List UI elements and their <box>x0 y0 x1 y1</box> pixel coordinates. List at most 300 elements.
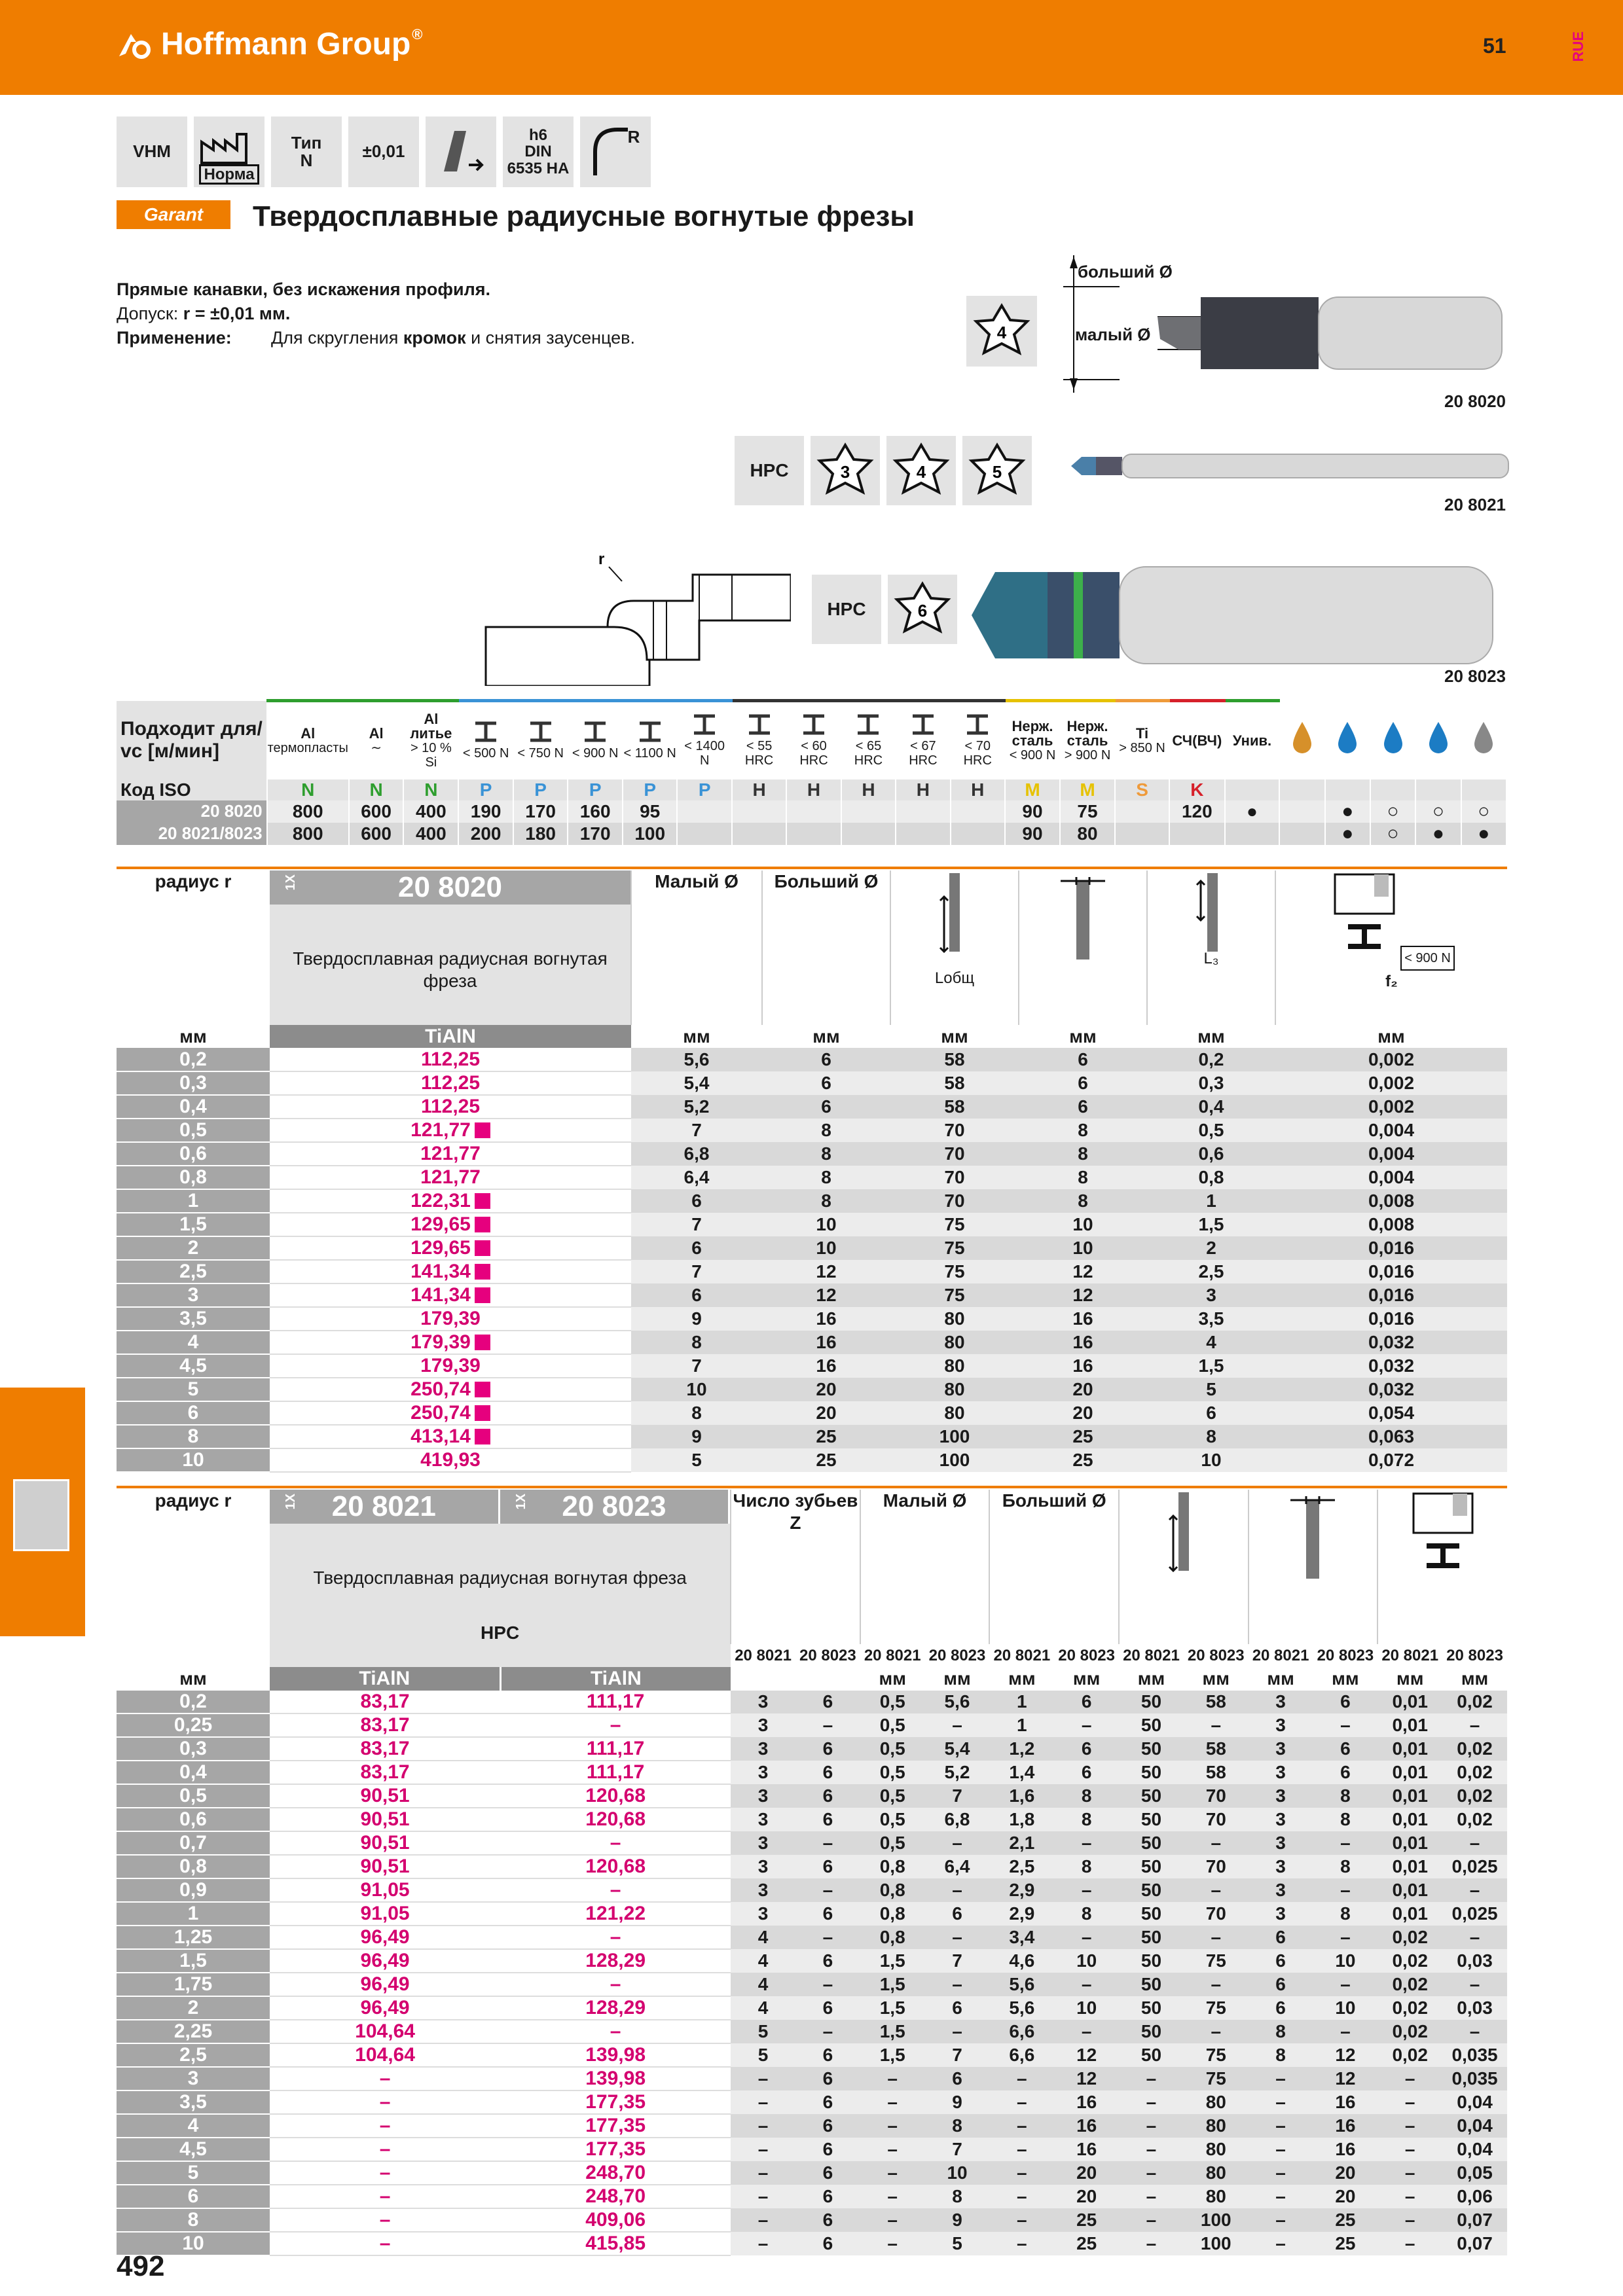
dim-value: 75 <box>890 1260 1019 1283</box>
t2-code-box-b <box>500 1490 731 1524</box>
price-value: 179,39 <box>420 1354 481 1376</box>
dim-value: 6 <box>1249 1949 1313 1973</box>
radius-value: 3 <box>117 1283 270 1307</box>
table-row <box>117 1761 1507 1784</box>
price-cell <box>270 1048 631 1071</box>
t1-unit-r: мм <box>179 1026 207 1047</box>
hoffmann-logo <box>117 26 423 62</box>
feed-icon <box>1328 870 1400 962</box>
dim-value: – <box>1184 1831 1249 1855</box>
dim-value: 0,07 <box>1442 2232 1507 2255</box>
material-col-7-spec: < 1400 N <box>684 739 725 768</box>
dim-value: 50 <box>1119 1831 1184 1855</box>
dim-value: 0,01 <box>1377 1808 1442 1831</box>
dim-value: 1,5 <box>860 1996 925 2020</box>
material-col-9 <box>786 701 841 780</box>
dim-value: 1 <box>1147 1189 1275 1213</box>
t2-subcode: 20 8021 <box>735 1646 792 1664</box>
desc-app-b: кромок <box>403 328 466 348</box>
dim-value: 70 <box>1184 1855 1249 1878</box>
dim-value: 0,032 <box>1275 1378 1507 1401</box>
price-8023: 128,29 <box>500 1996 731 2020</box>
dim-value: 6 <box>795 2185 860 2208</box>
hpc-badge-2: HPC <box>812 575 881 644</box>
price-value: 121,77 <box>410 1119 471 1141</box>
dim-value: – <box>1119 2161 1184 2185</box>
table-row <box>117 1691 1507 1713</box>
dim-value: 1,6 <box>989 1784 1054 1808</box>
teeth-5-icon <box>962 436 1032 505</box>
dim-value: – <box>1054 1713 1119 1737</box>
dim-value: 0,5 <box>860 1808 925 1831</box>
dim-value: 0,03 <box>1442 1949 1507 1973</box>
table-row <box>117 1902 1507 1926</box>
dim-value: 6 <box>795 1949 860 1973</box>
dim-value: 10 <box>1019 1213 1147 1236</box>
stock-marker-icon <box>475 1287 490 1303</box>
t2-unit: мм <box>1202 1668 1230 1689</box>
dim-value: 58 <box>1184 1737 1249 1761</box>
table-row <box>117 2161 1507 2185</box>
dim-value: 75 <box>890 1213 1019 1236</box>
price-cell <box>270 1071 631 1095</box>
material-col-14-name: Нерж. сталь <box>1067 717 1108 749</box>
dim-value: – <box>989 2185 1054 2208</box>
t2-subcode: 20 8023 <box>1058 1646 1116 1664</box>
radius-icon <box>580 117 651 187</box>
dim-value: 6,8 <box>631 1142 762 1166</box>
stock-marker-icon <box>475 1217 490 1232</box>
dim-value: 6 <box>631 1236 762 1260</box>
dim-value: 0,07 <box>1442 2208 1507 2232</box>
t2-qty-b: 1X <box>513 1494 528 1510</box>
price-8021: 90,51 <box>270 1784 500 1808</box>
price-8021: 90,51 <box>270 1855 500 1878</box>
coolant-suitability: ● <box>1461 823 1506 845</box>
dim-value: 3 <box>1249 1878 1313 1902</box>
dim-value: 5 <box>731 2043 795 2067</box>
radius-value: 0,6 <box>117 1142 270 1166</box>
material-col-3-spec: < 500 N <box>462 746 509 761</box>
table-row <box>117 1331 1507 1354</box>
material-col-2-spec: > 10 % Si <box>410 740 452 770</box>
vc-value: 95 <box>623 800 678 823</box>
price-8023: 111,17 <box>500 1737 731 1761</box>
dim-value: 20 <box>1054 2161 1119 2185</box>
language-code: RUE <box>1570 31 1586 62</box>
price-8023: 120,68 <box>500 1808 731 1831</box>
price-cell <box>270 1425 631 1448</box>
tolerance-label: ±0,01 <box>362 141 405 162</box>
table-row <box>117 2208 1507 2232</box>
dim-value: 7 <box>631 1213 762 1236</box>
radius-value: 3,5 <box>117 2090 270 2114</box>
dim-value: 0,02 <box>1442 1784 1507 1808</box>
dim-value: 3 <box>731 1902 795 1926</box>
table-row <box>117 1926 1507 1949</box>
dim-value: 3 <box>731 1878 795 1902</box>
dim-value: – <box>925 1878 990 1902</box>
material-col-10 <box>841 701 896 780</box>
iso-blank <box>1415 780 1461 800</box>
price-8021: 91,05 <box>270 1878 500 1902</box>
t2-f2-col <box>1377 1490 1507 1644</box>
material-col-17-name: Унив. <box>1232 732 1272 749</box>
dim-value: 6 <box>795 2208 860 2232</box>
dim-value: 5,6 <box>989 1973 1054 1996</box>
price-8021: – <box>270 2114 500 2138</box>
price-cell <box>270 1401 631 1425</box>
dim-value: 0,8 <box>860 1902 925 1926</box>
t2-hpc: HPC <box>481 1623 520 1643</box>
dim-value: 9 <box>925 2090 990 2114</box>
t2-unit <box>731 1667 795 1690</box>
dim-value: 12 <box>1054 2043 1119 2067</box>
vc-value: 90 <box>1005 823 1060 845</box>
dim-value: – <box>925 1926 990 1949</box>
dim-value: 6,4 <box>925 1855 990 1878</box>
dim-value: 75 <box>890 1236 1019 1260</box>
dim-value: 1,4 <box>989 1761 1054 1784</box>
dim-value: 4 <box>731 1973 795 1996</box>
table-row <box>117 1713 1507 1737</box>
dim-value: 16 <box>1019 1331 1147 1354</box>
dim-value: 8 <box>631 1401 762 1425</box>
dim-value: 0,002 <box>1275 1071 1507 1095</box>
dim-value: 6 <box>1019 1071 1147 1095</box>
dim-value: 6 <box>795 1761 860 1784</box>
table-row <box>117 1973 1507 1996</box>
t2-code-bar-a <box>270 1490 730 1524</box>
t2-units <box>117 1667 1507 1690</box>
desc-app-label: Применение: <box>117 328 232 348</box>
radius-value: 0,5 <box>117 1784 270 1808</box>
dim-value: 0,01 <box>1377 1691 1442 1713</box>
t1-header <box>117 870 1507 1025</box>
dim-value: – <box>1313 2020 1377 2043</box>
dim-value: 80 <box>890 1401 1019 1425</box>
material-col-2-name: Al литье <box>410 710 452 742</box>
table-row <box>117 1354 1507 1378</box>
dim-value: 16 <box>1019 1354 1147 1378</box>
material-row <box>117 823 1506 845</box>
tool-section-icon <box>13 1479 69 1551</box>
dim-value: 6 <box>1249 1926 1313 1949</box>
dim-value: 8 <box>1054 1855 1119 1878</box>
dim-value: – <box>1249 2114 1313 2138</box>
dim-value: – <box>1054 1973 1119 1996</box>
dim-value: 6 <box>795 1737 860 1761</box>
dim-value: – <box>1442 1831 1507 1855</box>
steel-beam-icon <box>842 713 895 739</box>
vhm-icon <box>117 117 187 187</box>
dim-value: 12 <box>1019 1260 1147 1283</box>
dim-value: 4 <box>731 1949 795 1973</box>
vc-value <box>896 800 950 823</box>
tool-drawing-8021 <box>1067 446 1512 486</box>
coolant-icon-1 <box>1325 701 1370 780</box>
dim-value: 0,02 <box>1377 2020 1442 2043</box>
dim-value: – <box>1442 1878 1507 1902</box>
radius-value: 0,9 <box>117 1878 270 1902</box>
material-col-15-name: Ti <box>1135 725 1149 742</box>
dim-value: 8 <box>762 1119 890 1142</box>
material-col-10-spec: < 65 HRC <box>854 739 883 768</box>
material-col-16-name: СЧ(ВЧ) <box>1172 732 1222 749</box>
hoffmann-logo-icon <box>117 30 152 59</box>
dim-value: – <box>1184 1713 1249 1737</box>
dim-value: 70 <box>1184 1784 1249 1808</box>
dim-value: – <box>989 2232 1054 2255</box>
dim-value: – <box>1054 1926 1119 1949</box>
dim-value: – <box>1054 2020 1119 2043</box>
dim-value: 70 <box>890 1142 1019 1166</box>
dim-value: 8 <box>1313 1902 1377 1926</box>
price-8021: – <box>270 2208 500 2232</box>
dim-value: 80 <box>1184 2161 1249 2185</box>
dim-value: 0,004 <box>1275 1142 1507 1166</box>
vc-value: 75 <box>1060 800 1115 823</box>
t2-subcode: 20 8023 <box>928 1646 986 1664</box>
teeth-4b-text: 4 <box>916 462 926 482</box>
material-col-13 <box>1005 701 1060 780</box>
dim-value: 0,032 <box>1275 1354 1507 1378</box>
dim-value: – <box>1249 2090 1313 2114</box>
code-8020-label: 20 8020 <box>1444 391 1506 411</box>
dim-value: 6,8 <box>925 1808 990 1831</box>
dim-value: 70 <box>1184 1902 1249 1926</box>
teeth-6-icon <box>888 575 957 644</box>
steel-beam-icon <box>733 713 786 739</box>
dim-value: 0,02 <box>1377 1973 1442 1996</box>
material-col-1-name: Al <box>369 725 384 742</box>
dim-value: – <box>1249 2067 1313 2090</box>
shank-dia-icon <box>1286 1490 1339 1601</box>
price-8021: 83,17 <box>270 1691 500 1713</box>
dim-value: 6 <box>795 1855 860 1878</box>
hpc-badge: HPC <box>735 436 804 505</box>
price-8023: – <box>500 1831 731 1855</box>
big-dia-label: больший Ø <box>1078 262 1173 281</box>
small-dia-label: малый Ø <box>1075 325 1151 344</box>
dim-value: 5 <box>731 2020 795 2043</box>
vc-value: 400 <box>403 800 458 823</box>
dim-value: 3 <box>1249 1855 1313 1878</box>
iso-code-13: M <box>1005 780 1060 800</box>
dim-value: 8 <box>1313 1808 1377 1831</box>
dim-value: 80 <box>1184 2185 1249 2208</box>
dim-value: – <box>1119 2208 1184 2232</box>
dim-value: 0,6 <box>1147 1142 1275 1166</box>
t2-header <box>117 1490 1507 1644</box>
footer-page-number: 492 <box>117 2250 165 2282</box>
dim-value: 10 <box>925 2161 990 2185</box>
dim-value: 10 <box>1313 1949 1377 1973</box>
material-header-row <box>117 701 1506 780</box>
dim-value: 5,6 <box>631 1048 762 1071</box>
radius-value: 2 <box>117 1996 270 2020</box>
dim-value: 4 <box>731 1996 795 2020</box>
dim-value: 8 <box>1147 1425 1275 1448</box>
desc-tol-label: Допуск: <box>117 304 183 323</box>
dim-value: 12 <box>1313 2067 1377 2090</box>
vc-value: 160 <box>568 800 623 823</box>
price-cell <box>270 1260 631 1283</box>
t1-qty: 1X <box>283 874 298 891</box>
price-cell <box>270 1213 631 1236</box>
dim-value: 6 <box>795 1902 860 1926</box>
table-row <box>117 2043 1507 2067</box>
vc-value <box>841 823 896 845</box>
dim-value: – <box>860 2185 925 2208</box>
stock-marker-icon <box>475 1335 490 1350</box>
radius-value: 4,5 <box>117 2138 270 2161</box>
material-col-7 <box>677 701 731 780</box>
price-8021: 90,51 <box>270 1831 500 1855</box>
price-8021: 96,49 <box>270 1996 500 2020</box>
dim-value: 3 <box>1249 1831 1313 1855</box>
t1-col-0: Малый Ø <box>631 870 762 1025</box>
vc-value <box>677 823 731 845</box>
tolerance-icon <box>348 117 419 187</box>
dim-value: 0,04 <box>1442 2138 1507 2161</box>
stock-marker-icon <box>475 1429 490 1444</box>
dim-value: – <box>989 2161 1054 2185</box>
price-value: 413,14 <box>410 1425 471 1447</box>
price-8023: 248,70 <box>500 2161 731 2185</box>
dim-value: 2,9 <box>989 1902 1054 1926</box>
dim-value: 80 <box>1184 2114 1249 2138</box>
price-8023: 111,17 <box>500 1691 731 1713</box>
dim-value: – <box>1119 2138 1184 2161</box>
dim-value: 16 <box>1313 2138 1377 2161</box>
teeth-4b-icon <box>886 436 956 505</box>
dim-value: 8 <box>631 1331 762 1354</box>
dim-value: – <box>989 2090 1054 2114</box>
dim-value: – <box>731 2090 795 2114</box>
vc-value: 200 <box>458 823 513 845</box>
shank-label: h6 DIN 6535 HA <box>507 126 570 177</box>
price-value: 250,74 <box>410 1401 471 1424</box>
vc-value: 600 <box>349 823 404 845</box>
material-col-3 <box>458 701 513 780</box>
garant-brand-tag <box>117 200 230 229</box>
price-8021: – <box>270 2090 500 2114</box>
dim-value: 8 <box>762 1189 890 1213</box>
dim-value: 3 <box>1249 1902 1313 1926</box>
radius-value: 0,4 <box>117 1761 270 1784</box>
dim-value: 6 <box>762 1048 890 1071</box>
dim-value: 25 <box>762 1448 890 1472</box>
dim-value: 1,5 <box>860 1949 925 1973</box>
dim-value: 1,5 <box>1147 1354 1275 1378</box>
dim-value: 6 <box>1019 1095 1147 1119</box>
t2-unit <box>795 1667 860 1690</box>
dim-value: 10 <box>1054 1996 1119 2020</box>
dim-value: 8 <box>1249 2043 1313 2067</box>
steel-beam-icon <box>568 721 622 746</box>
dim-value: 50 <box>1119 1926 1184 1949</box>
dim-value: 8 <box>1249 2020 1313 2043</box>
dim-value: 50 <box>1119 1761 1184 1784</box>
price-value: 141,34 <box>410 1283 471 1306</box>
dim-value: 7 <box>925 2138 990 2161</box>
material-row <box>117 800 1506 823</box>
tool-drawing-8023 <box>969 563 1506 668</box>
dim-value: 6 <box>925 1902 990 1926</box>
brand-name: Hoffmann Group <box>161 27 411 62</box>
dim-value: 25 <box>1313 2208 1377 2232</box>
table1-top-rule <box>117 867 1507 869</box>
table-row <box>117 1213 1507 1236</box>
dim-value: 8 <box>1019 1142 1147 1166</box>
dim-value: 100 <box>1184 2232 1249 2255</box>
radius-value: 0,4 <box>117 1095 270 1119</box>
dim-value: 7 <box>925 1784 990 1808</box>
table-208020 <box>117 870 1507 1473</box>
material-row-code: 20 8021/8023 <box>117 823 267 845</box>
table-row <box>117 2090 1507 2114</box>
dim-value: – <box>925 1713 990 1737</box>
price-cell <box>270 1189 631 1213</box>
t2-lobsh-col <box>1119 1490 1249 1644</box>
dim-value: 25 <box>1019 1425 1147 1448</box>
material-col-4 <box>513 701 568 780</box>
vc-value <box>841 800 896 823</box>
radius-value: 0,5 <box>117 1119 270 1142</box>
dim-value: 0,02 <box>1442 1808 1507 1831</box>
dim-value: 50 <box>1119 2020 1184 2043</box>
stock-marker-icon <box>475 1264 490 1280</box>
dim-value: 20 <box>762 1378 890 1401</box>
dim-value: – <box>860 2161 925 2185</box>
table-row <box>117 2020 1507 2043</box>
t1-unit: мм <box>1377 1026 1405 1047</box>
coolant-suitability: ○ <box>1370 800 1415 823</box>
code-8023-label: 20 8023 <box>1444 666 1506 686</box>
dim-value: 0,01 <box>1377 1737 1442 1761</box>
dim-value: 16 <box>762 1331 890 1354</box>
material-col-0-spec: термопласты <box>267 740 348 755</box>
dim-value: 6 <box>1054 1737 1119 1761</box>
dim-value: 75 <box>890 1283 1019 1307</box>
iso-code-5: P <box>568 780 623 800</box>
material-col-4-spec: < 750 N <box>517 746 564 761</box>
dim-value: 3 <box>1147 1283 1275 1307</box>
dim-value: – <box>1377 2138 1442 2161</box>
t2-qty-a: 1X <box>283 1494 299 1510</box>
dim-value: – <box>795 1926 860 1949</box>
dim-value: – <box>1249 2208 1313 2232</box>
dim-value: 5,6 <box>925 1691 990 1713</box>
t2-unit: мм <box>943 1668 971 1689</box>
stock-marker-icon <box>475 1240 490 1256</box>
t2-big-col: Больший Ø <box>989 1490 1119 1644</box>
table-208021-208023 <box>117 1490 1507 2256</box>
radius-value: 0,3 <box>117 1071 270 1095</box>
material-col-8 <box>732 701 786 780</box>
dim-value: 20 <box>1019 1401 1147 1425</box>
iso-blank <box>1370 780 1415 800</box>
table-row <box>117 1401 1507 1425</box>
table-row <box>117 1878 1507 1902</box>
t2-subcode: 20 8021 <box>993 1646 1051 1664</box>
dim-value: 3 <box>731 1808 795 1831</box>
dim-value: – <box>795 1878 860 1902</box>
radius-value: 1,5 <box>117 1949 270 1973</box>
dim-value: 70 <box>890 1166 1019 1189</box>
dim-value: 50 <box>1119 1996 1184 2020</box>
